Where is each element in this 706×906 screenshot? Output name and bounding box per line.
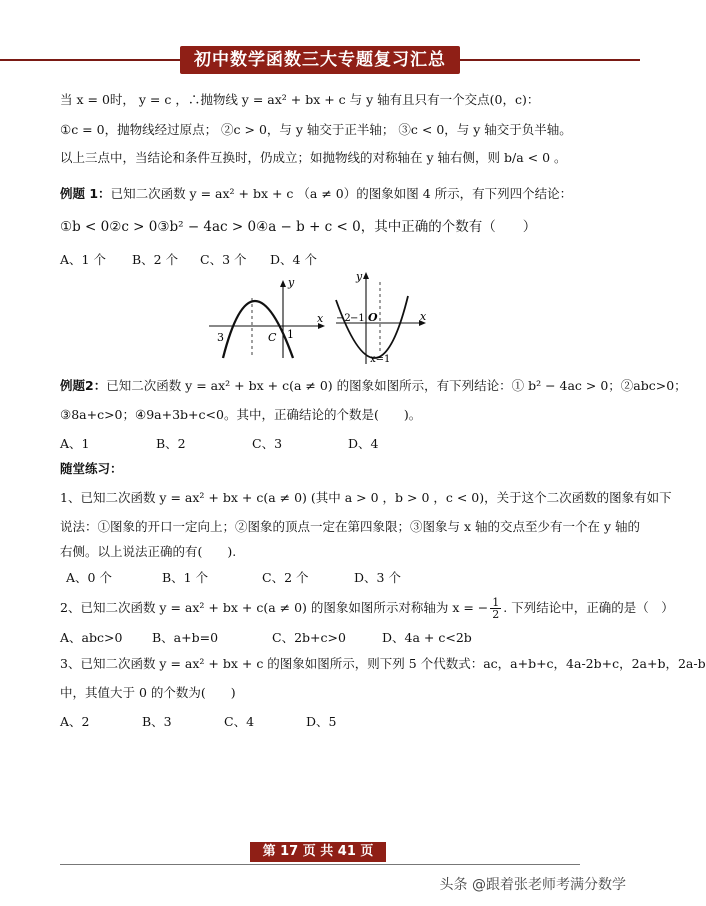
practice-q3-options [60, 712, 360, 728]
graph1-x-label: x [317, 312, 324, 325]
graph2-x-label: x [420, 310, 427, 323]
example2-label: 例题2： [60, 378, 107, 393]
example2-option-a[interactable]: A、1 [60, 436, 90, 451]
example2-options [60, 434, 390, 450]
q2-option-c[interactable]: C、2b+c>0 [272, 630, 346, 645]
graph2-y-arrow [363, 272, 369, 279]
practice-q2-text: 2、已知二次函数 y = ax² + bx + c(a ≠ 0) 的图象如图所示对称轴为 x = − [60, 600, 489, 615]
graph1-y-arrow [280, 280, 286, 287]
graph1-label-c: C [268, 331, 277, 344]
example1-label: 例题 1： [60, 186, 111, 201]
page-number: 第 17 页 共 41 页 [250, 842, 386, 862]
q3-option-c[interactable]: C、4 [224, 714, 255, 729]
q1-option-a[interactable]: A、0 个 [66, 570, 112, 585]
example2-option-c[interactable]: C、3 [252, 436, 283, 451]
example1-option-d[interactable]: D、4 个 [270, 252, 317, 267]
title-band [0, 46, 640, 74]
q2-option-b[interactable]: B、a+b=0 [152, 630, 219, 645]
intro-line-1: 当 x = 0时， y = c ，∴抛物线 y = ax² + bx + c 与 y 轴有且只有一个交点(0，c)： [60, 92, 540, 107]
q1-option-b[interactable]: B、1 个 [162, 570, 209, 585]
practice-heading: 随堂练习： [60, 461, 123, 476]
example2-line [60, 378, 687, 394]
practice-q1-options [60, 568, 400, 584]
practice-q2-tail: . 下列结论中，正确的是（ ） [503, 600, 674, 615]
q2-fraction [490, 597, 501, 620]
example1-option-c[interactable]: C、3 个 [200, 252, 247, 267]
graph1-label-1: 1 [287, 328, 294, 341]
q2-option-a[interactable]: A、abc>0 [60, 630, 123, 645]
q2-fraction-denominator: 2 [492, 608, 500, 621]
intro-line-3: 以上三点中，当结论和条件互换时，仍成立；如抛物线的对称轴在 y 轴右侧，则 b/a < 0 。 [60, 150, 567, 165]
example1-conditions: ①b < 0②c > 0③b² − 4ac > 0④a − b + c < 0，其中正确的个数有（ ） [60, 219, 537, 235]
intro-line-2: ①c = 0，抛物线经过原点； ②c > 0，与 y 轴交于正半轴； ③c < 0，与 y 轴交于负半轴。 [60, 122, 572, 137]
practice-q1-line-2: 说法：①图象的开口一定向上；②图象的顶点一定在第四象限；③图象与 x 轴的交点至少有一个在 y 轴的 [60, 519, 641, 534]
q3-option-a[interactable]: A、2 [60, 714, 90, 729]
graph1-y-label: y [288, 276, 295, 289]
graph2-label-neg1: −1 [350, 313, 365, 324]
page-title: 初中数学函数三大专题复习汇总 [180, 46, 460, 74]
graph2-y-label: y [356, 270, 363, 283]
example1-line [60, 186, 572, 202]
example2-option-d[interactable]: D、4 [348, 436, 379, 451]
example1-options [60, 250, 360, 266]
watermark: 头条 @跟着张老师考满分数学 [439, 877, 626, 893]
q3-option-d[interactable]: D、5 [306, 714, 337, 729]
example1-graph-2 [332, 268, 430, 366]
example2-line-2: ③8a+c>0；④9a+3b+c<0。其中，正确结论的个数是( )。 [60, 407, 422, 422]
graph2-label-origin: O [368, 311, 378, 324]
graph2-label-neg2: −2 [336, 313, 351, 324]
graph2-label-x1: x=1 [370, 354, 391, 365]
q3-option-b[interactable]: B、3 [142, 714, 172, 729]
practice-q3-line-2: 中，其值大于 0 的个数为( ) [60, 685, 236, 700]
practice-q1-line-1: 1、已知二次函数 y = ax² + bx + c(a ≠ 0) (其中 a > 0 ，b > 0 ，c < 0)，关于这个二次函数的图象有如下 [60, 490, 672, 505]
example1-graph-1 [205, 272, 330, 362]
q1-option-d[interactable]: D、3 个 [354, 570, 401, 585]
example2-option-b[interactable]: B、2 [156, 436, 186, 451]
example1-option-a[interactable]: A、1 个 [60, 252, 106, 267]
q2-option-d[interactable]: D、4a + c<2b [382, 630, 472, 645]
practice-q3-line-1: 3、已知二次函数 y = ax² + bx + c 的图象如图所示，则下列 5 个代数式：ac，a+b+c，4a-2b+c，2a+b，2a-b [60, 656, 706, 671]
example1-text: 已知二次函数 y = ax² + bx + c （a ≠ 0）的图象如图 4 所示，有下列四个结论： [110, 186, 573, 201]
example1-option-b[interactable]: B、2 个 [132, 252, 179, 267]
q2-fraction-numerator: 1 [492, 596, 500, 609]
practice-q1-line-3: 右侧。以上说法正确的有( ). [60, 544, 237, 559]
graph1-label-3: 3 [217, 331, 224, 344]
practice-q2-options [60, 628, 480, 644]
q1-option-c[interactable]: C、2 个 [262, 570, 309, 585]
practice-q2-line [60, 597, 674, 620]
footer-rule [60, 864, 580, 865]
graph2-parabola [336, 296, 408, 358]
example2-text: 已知二次函数 y = ax² + bx + c(a ≠ 0) 的图象如图所示，有下列结论：① b² − 4ac > 0；②abc>0； [106, 378, 687, 393]
